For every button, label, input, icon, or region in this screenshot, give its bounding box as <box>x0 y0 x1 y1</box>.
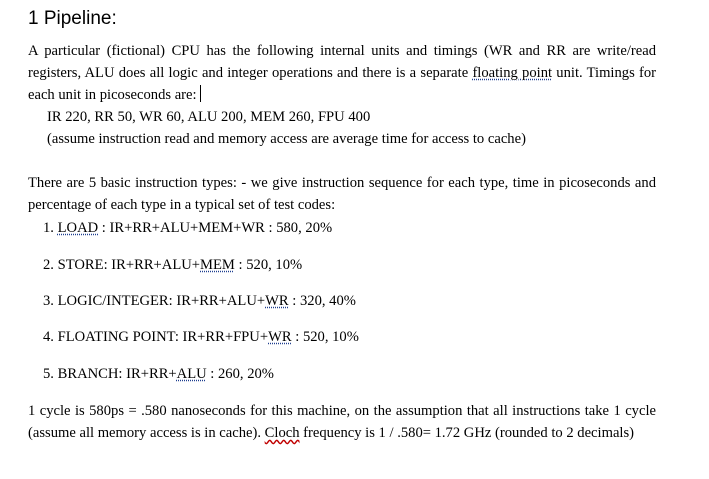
instruction-item-floating-point <box>43 326 359 348</box>
item-number: 4. <box>43 329 54 345</box>
text-cursor <box>200 85 201 102</box>
item-underlined-term[interactable]: LOAD <box>57 220 99 236</box>
instruction-item-branch <box>43 363 274 385</box>
item-prefix: STORE: IR+RR+ALU+ <box>57 257 201 273</box>
instruction-types-intro: There are 5 basic instruction types: - we give instruction sequence for each type, time in picoseconds and percentage of each type in a typical set of test codes: <box>28 175 656 213</box>
conclusion-paragraph <box>28 400 656 444</box>
item-detail: : 260, 20% <box>206 366 274 382</box>
item-detail: : 320, 40% <box>288 293 356 309</box>
conclusion-text: 1 cycle is 580ps = .580 nanoseconds for this machine, on the assumption that all instructions take 1 cycle (assume all memory access is in cache). <box>28 403 656 441</box>
item-detail: : 520, 10% <box>234 257 303 273</box>
section-title: 1 Pipeline: <box>28 8 117 29</box>
instruction-item-store <box>43 254 302 276</box>
floating-point-link[interactable]: floating point <box>472 65 553 81</box>
item-underlined-term[interactable]: WR <box>268 329 292 345</box>
unit-timings: IR 220, RR 50, WR 60, ALU 200, MEM 260, FPU 400 <box>47 109 371 125</box>
item-number: 2. <box>43 257 54 273</box>
item-prefix: BRANCH: IR+RR+ <box>57 366 177 382</box>
cache-assumption: (assume instruction read and memory access are average time for access to cache) <box>47 131 526 147</box>
intro-paragraph <box>28 40 656 106</box>
misspelled-word[interactable]: Cloch <box>264 425 300 441</box>
conclusion-text-end: frequency is 1 / .580= 1.72 GHz (rounded to 2 decimals) <box>299 425 635 441</box>
item-detail: : IR+RR+ALU+MEM+WR : 580, 20% <box>98 220 333 236</box>
item-prefix: LOGIC/INTEGER: IR+RR+ALU+ <box>57 293 266 309</box>
item-number: 5. <box>43 366 54 382</box>
item-number: 1. <box>43 220 54 236</box>
item-detail: : 520, 10% <box>291 329 359 345</box>
intro-text-end: unit. Timings for each unit in picoseconds are: <box>28 65 656 103</box>
instruction-item-load <box>43 217 332 239</box>
item-underlined-term[interactable]: WR <box>265 293 289 309</box>
intro-text: A particular (fictional) CPU has the following internal units and timings (WR and RR are write/read registers, ALU does all logic and integer operations and there is a separate <box>28 43 656 81</box>
item-number: 3. <box>43 293 54 309</box>
item-prefix: FLOATING POINT: IR+RR+FPU+ <box>57 329 269 345</box>
instruction-item-logic-integer <box>43 290 356 312</box>
item-underlined-term[interactable]: ALU <box>176 366 207 382</box>
item-underlined-term[interactable]: MEM <box>200 257 235 273</box>
